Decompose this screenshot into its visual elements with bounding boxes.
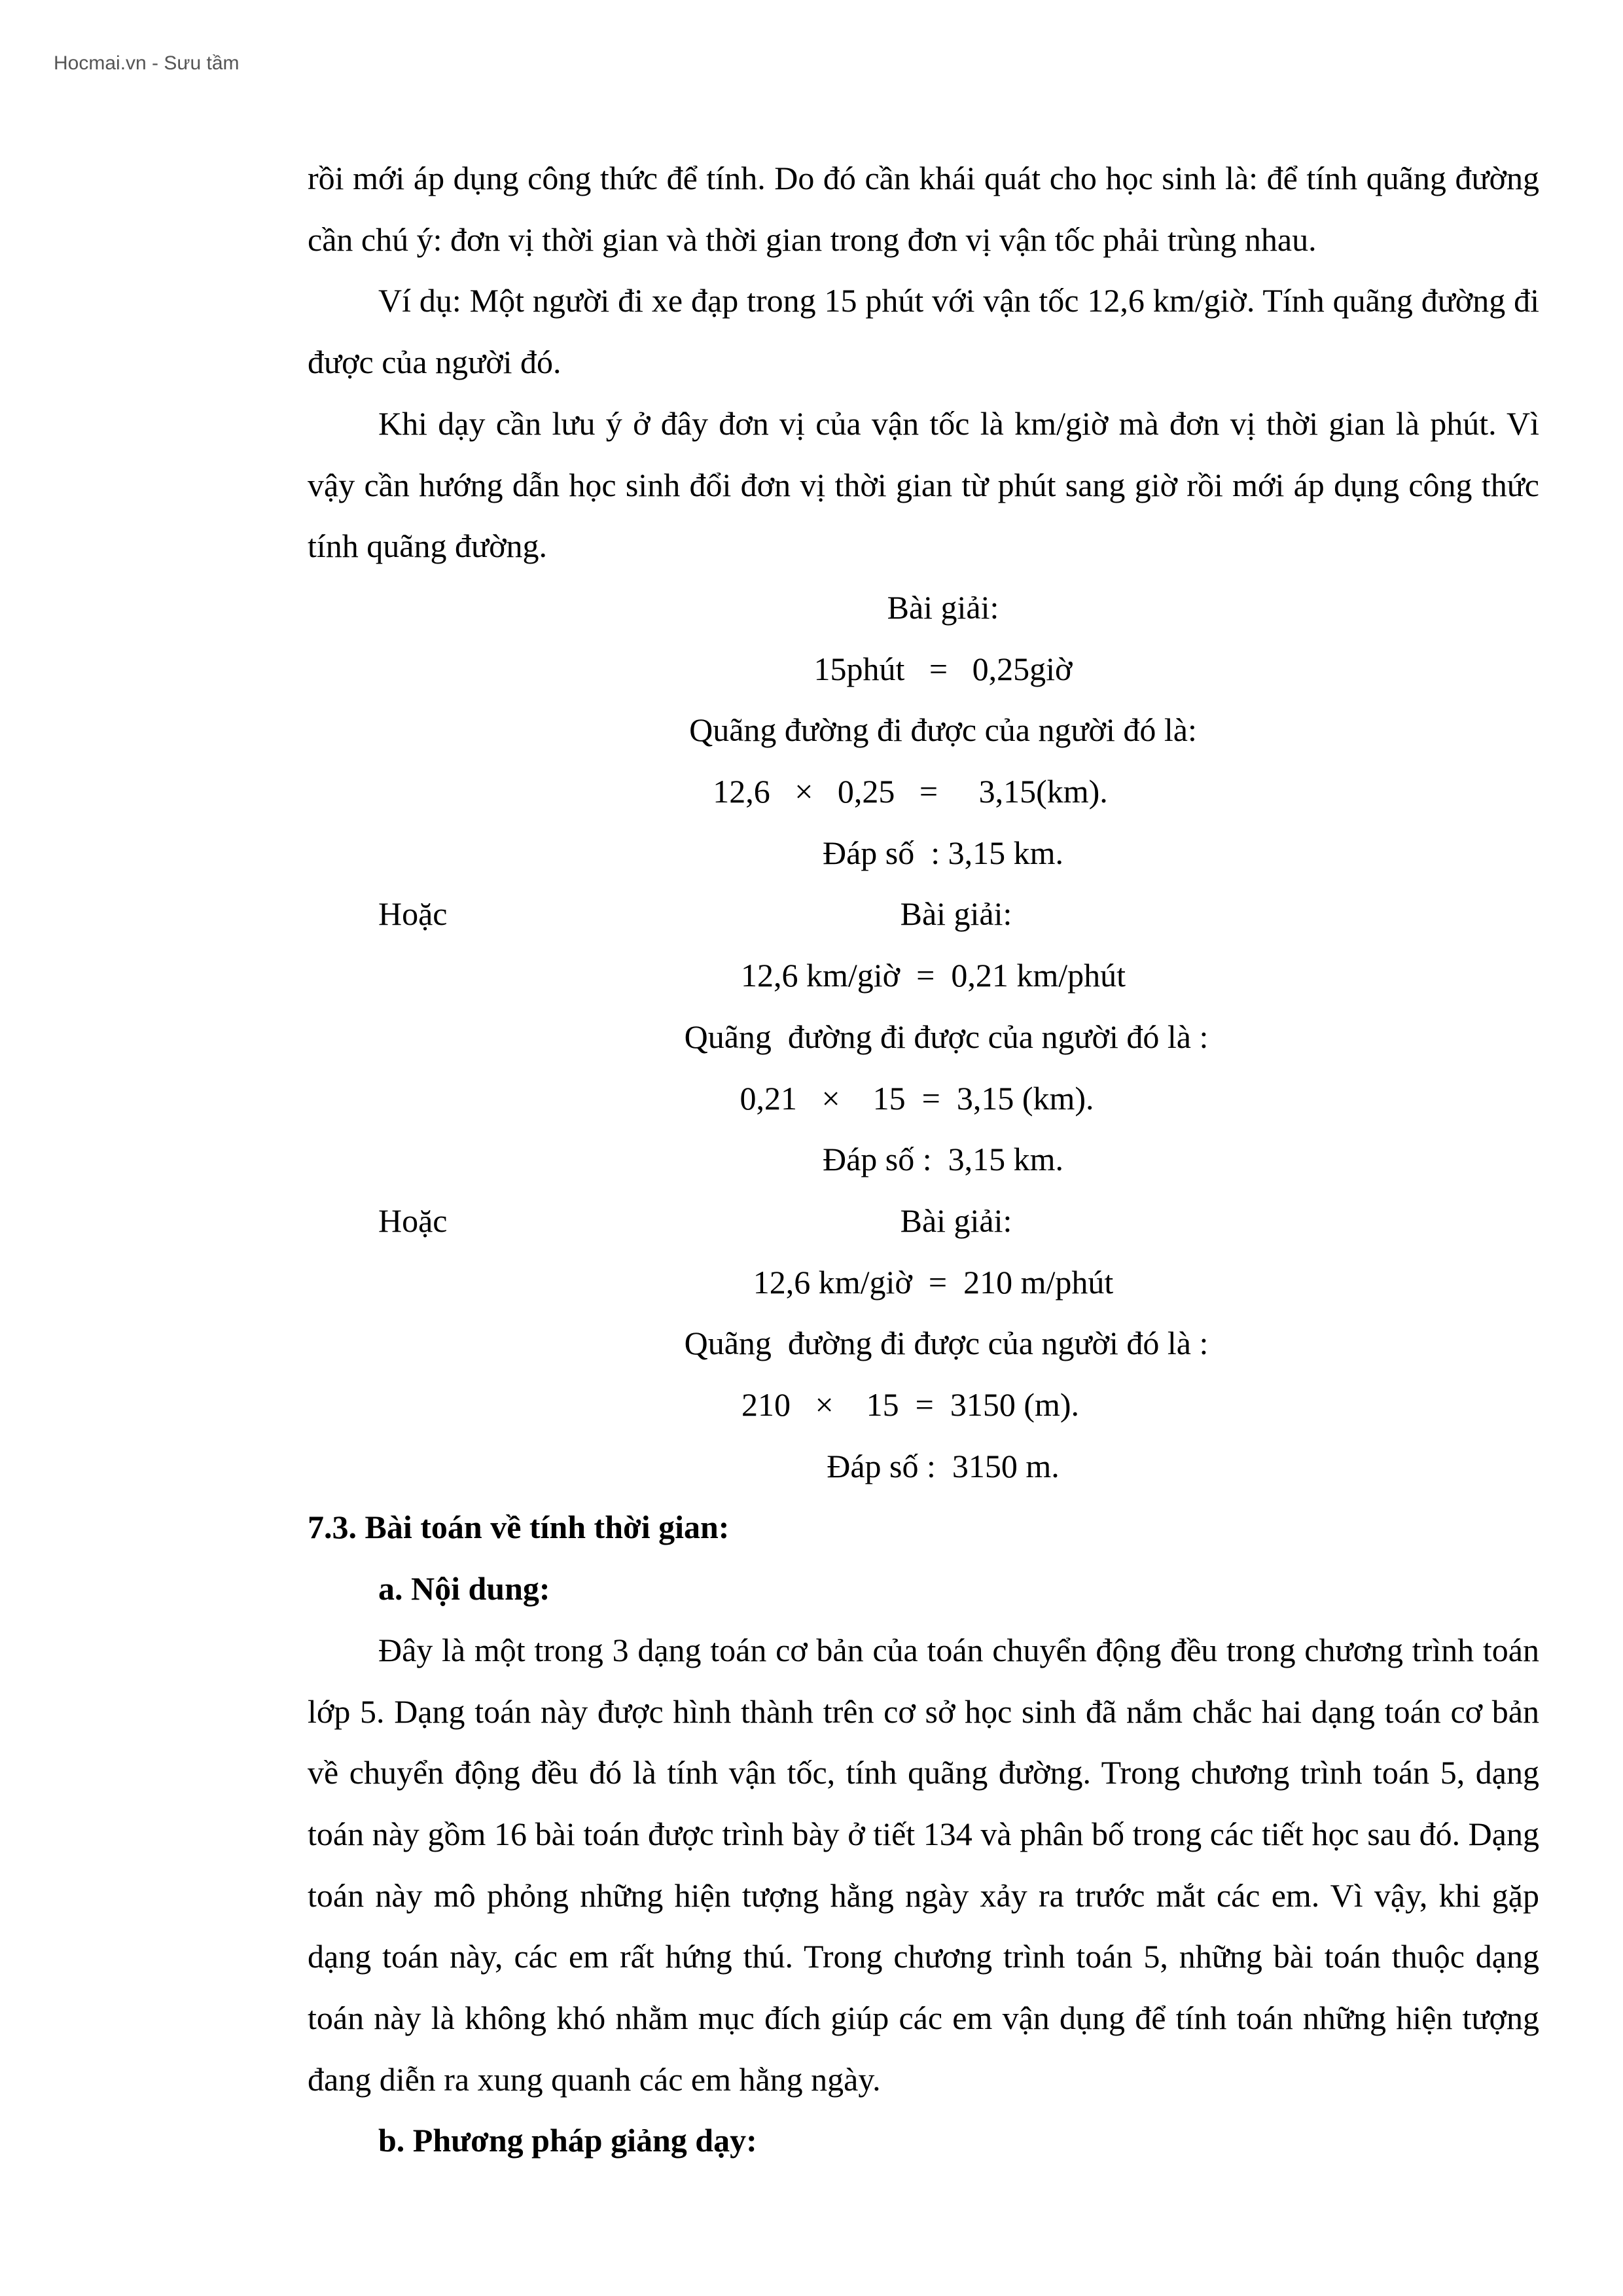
- solution-2: [308, 884, 1539, 1191]
- solution-step: 15phút = 0,25giờ: [813, 650, 1073, 687]
- document-page: [308, 148, 1539, 2172]
- section-heading: 7.3. Bài toán về tính thời gian:: [308, 1509, 730, 1546]
- section-body: Đây là một trong 3 dạng toán cơ bản của toán chuyển động đều trong chương trình toán lớp 5. Dạng toán này được hình thành trên cơ sở học sinh đã nắm chắc hai dạng toán cơ bản về chuyển động đều đó là tính vận tốc, tính quãng đường. Trong chương trình toán 5, dạng toán này gồm 16 bài toán được trình bày ở tiết 134 và phân bố trong các tiết học sau đó. Dạng toán này mô phỏng những hiện tượng hằng ngày xảy ra trước mắt các em. Vì vậy, khi gặp dạng toán này, các em rất hứng thú. Trong chương trình toán 5, những bài toán thuộc dạng toán này là không khó nhằm mục đích giúp các em vận dụng để tính toán những hiện tượng đang diễn ra xung quanh các em hằng ngày.: [308, 1631, 1539, 2098]
- or-label: Hoặc: [378, 895, 448, 933]
- paragraph-example: Ví dụ: Một người đi xe đạp trong 15 phút với vận tốc 12,6 km/giờ. Tính quãng đường đi được của người đó.: [308, 282, 1539, 381]
- solution-answer: Đáp số : 3150 m.: [827, 1447, 1060, 1484]
- watermark: Hocmai.vn - Sưu tầm: [54, 52, 240, 74]
- solution-1: [308, 577, 1539, 884]
- solution-title: Bài giải:: [900, 895, 1012, 933]
- solution-title: Bài giải:: [887, 588, 999, 626]
- solution-3: [308, 1191, 1539, 1498]
- solution-step: 12,6 km/giờ = 0,21 km/phút: [741, 957, 1126, 994]
- subsection-heading-method: b. Phương pháp giảng dạy:: [378, 2122, 757, 2159]
- solution-step: 210 × 15 = 3150 (m).: [741, 1386, 1080, 1424]
- solution-answer: Đáp số : 3,15 km.: [822, 1141, 1064, 1178]
- solution-step: 12,6 km/giờ = 210 m/phút: [753, 1263, 1114, 1300]
- solution-title: Bài giải:: [900, 1202, 1012, 1239]
- paragraph-teaching-note: Khi dạy cần lưu ý ở đây đơn vị của vận tốc là km/giờ mà đơn vị thời gian là phút. Vì vậy cần hướng dẫn học sinh đổi đơn vị thời gian từ phút sang giờ rồi mới áp dụng công thức tính quãng đường.: [308, 404, 1539, 565]
- solution-step: Quãng đường đi được của người đó là :: [684, 1325, 1209, 1362]
- subsection-heading-content: a. Nội dung:: [378, 1570, 550, 1607]
- solution-step: 0,21 × 15 = 3,15 (km).: [740, 1079, 1094, 1117]
- solution-step: Quãng đường đi được của người đó là :: [684, 1018, 1209, 1055]
- solution-step: Quãng đường đi được của người đó là:: [689, 711, 1197, 749]
- paragraph-intro: rồi mới áp dụng công thức để tính. Do đó cần khái quát cho học sinh là: để tính quãng đường cần chú ý: đơn vị thời gian và thời gian trong đơn vị vận tốc phải trùng nhau.: [308, 160, 1539, 258]
- solution-step: 12,6 × 0,25 = 3,15(km).: [713, 773, 1108, 810]
- solution-answer: Đáp số : 3,15 km.: [822, 834, 1064, 871]
- or-label: Hoặc: [378, 1202, 448, 1239]
